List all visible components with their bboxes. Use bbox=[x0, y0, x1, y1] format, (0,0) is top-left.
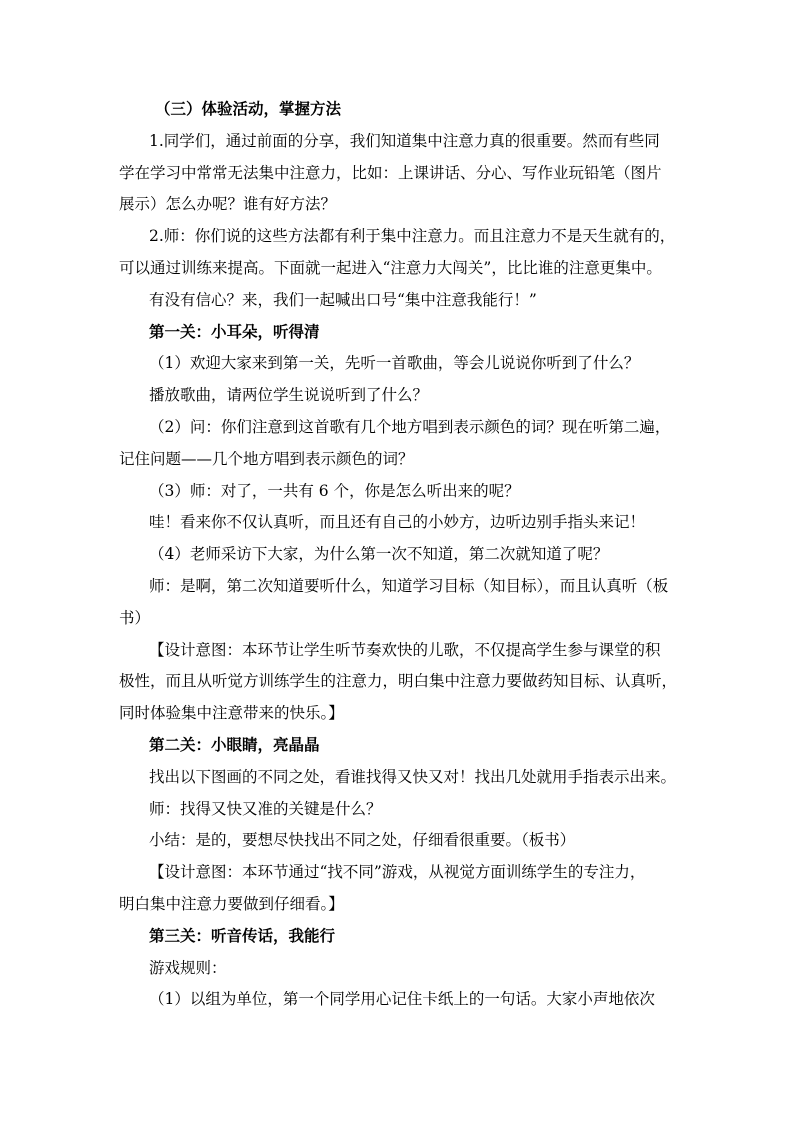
section-heading: （三）体验活动，掌握方法 bbox=[155, 99, 342, 118]
paragraph-line: 播放歌曲，请两位学生说说听到了什么？ bbox=[149, 386, 429, 404]
paragraph-line: 师：是啊，第二次知道要听什么，知道学习目标（知目标），而且认真听（板 bbox=[149, 577, 669, 595]
paragraph-line: 哇！看来你不仅认真听，而且还有自己的小妙方，边听边别手指头来记！ bbox=[149, 513, 646, 531]
paragraph-line: 1.同学们，通过前面的分享，我们知道集中注意力真的很重要。然而有些同 bbox=[149, 132, 660, 150]
design-intent-line: 【设计意图：本环节让学生听节奏欢快的儿歌，不仅提高学生参与课堂的积 bbox=[149, 641, 661, 659]
paragraph-line: （3）师：对了，一共有 6 个，你是怎么听出来的呢？ bbox=[149, 482, 520, 500]
paragraph-line: （4）老师采访下大家，为什么第一次不知道，第二次就知道了呢？ bbox=[149, 545, 609, 563]
paragraph-line: 师：找得又快又准的关键是什么？ bbox=[149, 800, 382, 818]
design-intent-line: 同时体验集中注意带来的快乐。】 bbox=[119, 704, 344, 722]
level-heading: 第一关：小耳朵，听得清 bbox=[149, 322, 320, 341]
design-intent-line: 极性，而且从听觉方训练学生的注意力，明白集中注意力要做药知目标、认真听， bbox=[119, 672, 678, 690]
paragraph-line: 有没有信心？来，我们一起喊出口号“集中注意我能行！” bbox=[149, 291, 537, 309]
paragraph-line: 游戏规则： bbox=[149, 959, 227, 977]
paragraph-line: （2）问：你们注意到这首歌有几个地方唱到表示颜色的词？现在听第二遍， bbox=[149, 418, 671, 436]
design-intent-line: 【设计意图：本环节通过“找不同”游戏，从视觉方面训练学生的专注力， bbox=[149, 863, 646, 881]
paragraph-line: （1）以组为单位，第一个同学用心记住卡纸上的一句话。大家小声地依次 bbox=[149, 990, 655, 1008]
level-heading: 第三关：听音传话，我能行 bbox=[149, 926, 336, 945]
level-heading: 第二关：小眼睛，亮晶晶 bbox=[149, 735, 320, 754]
paragraph-line: 学在学习中常常无法集中注意力，比如：上课讲话、分心、写作业玩铅笔（图片 bbox=[119, 164, 662, 182]
paragraph-line: 记住问题——几个地方唱到表示颜色的词？ bbox=[119, 450, 414, 468]
design-intent-line: 明白集中注意力要做到仔细看。】 bbox=[119, 895, 344, 913]
paragraph-line: 书） bbox=[119, 609, 151, 627]
paragraph-line: 找出以下图画的不同之处，看谁找得又快又对！找出几处就用手指表示出来。 bbox=[149, 768, 677, 786]
paragraph-line: 展示）怎么办呢？谁有好方法？ bbox=[119, 195, 337, 213]
paragraph-line: 小结：是的，要想尽快找出不同之处，仔细看很重要。（板书） bbox=[149, 831, 576, 849]
paragraph-line: 2.师：你们说的这些方法都有利于集中注意力。而且注意力不是天生就有的， bbox=[149, 227, 676, 245]
paragraph-line: 可以通过训练来提高。下面就一起进入“注意力大闯关”，比比谁的注意更集中。 bbox=[119, 259, 662, 277]
paragraph-line: （1）欢迎大家来到第一关，先听一首歌曲，等会儿说说你听到了什么？ bbox=[149, 354, 640, 372]
